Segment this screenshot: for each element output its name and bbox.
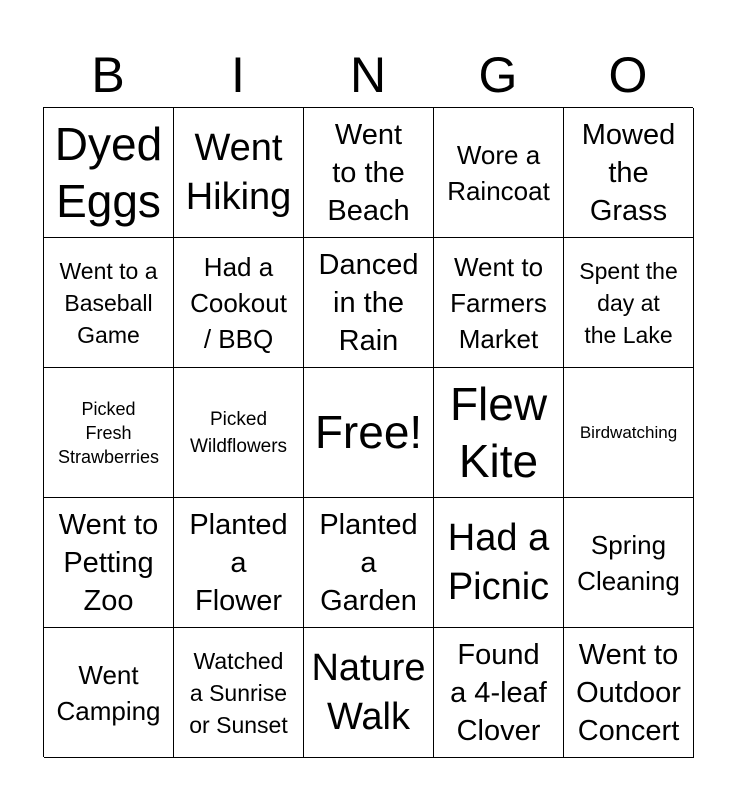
cell-label: Picked Wildflowers xyxy=(189,408,288,457)
bingo-board xyxy=(43,107,693,757)
cell-label: Planted a Flower xyxy=(189,508,288,617)
cell-label: Found a 4-leaf Clover xyxy=(450,638,547,747)
cell-label: Went to a Baseball Game xyxy=(59,257,158,348)
header-letter-i: I xyxy=(231,47,245,103)
bingo-cell[interactable] xyxy=(434,628,564,758)
bingo-header xyxy=(43,44,693,106)
bingo-cell[interactable] xyxy=(564,238,694,368)
bingo-cell[interactable] xyxy=(564,628,694,758)
bingo-cell[interactable] xyxy=(174,498,304,628)
free-space-label: Free! xyxy=(314,406,423,458)
cell-label: Went to the Beach xyxy=(327,118,410,227)
cell-label: Had a Picnic xyxy=(447,516,550,608)
cell-label: Went to Petting Zoo xyxy=(58,508,159,617)
bingo-cell[interactable] xyxy=(44,108,174,238)
bingo-cell[interactable] xyxy=(174,628,304,758)
bingo-cell[interactable] xyxy=(174,368,304,498)
bingo-cell[interactable] xyxy=(564,108,694,238)
bingo-cell[interactable] xyxy=(174,238,304,368)
cell-label: Birdwatching xyxy=(579,422,678,442)
cell-label: Mowed the Grass xyxy=(581,118,676,227)
cell-label: Went to Farmers Market xyxy=(450,251,547,354)
cell-label: Dyed Eggs xyxy=(54,117,163,227)
header-letter-g: G xyxy=(478,47,518,103)
bingo-cell[interactable] xyxy=(434,368,564,498)
bingo-cell[interactable] xyxy=(304,238,434,368)
bingo-cell[interactable] xyxy=(44,628,174,758)
cell-label: Spent the day at the Lake xyxy=(579,257,678,348)
bingo-cell[interactable] xyxy=(44,368,174,498)
bingo-cell[interactable] xyxy=(434,498,564,628)
header-letter-o: O xyxy=(608,47,648,103)
bingo-cell[interactable] xyxy=(304,628,434,758)
bingo-cell[interactable] xyxy=(44,238,174,368)
cell-label: Danced in the Rain xyxy=(318,248,419,357)
bingo-cell[interactable] xyxy=(44,498,174,628)
bingo-cell[interactable] xyxy=(434,108,564,238)
bingo-cell[interactable] xyxy=(564,498,694,628)
cell-label: Went Hiking xyxy=(185,126,292,218)
cell-label: Spring Cleaning xyxy=(577,529,680,596)
cell-label: Nature Walk xyxy=(311,646,426,738)
header-letter-n: N xyxy=(349,47,387,103)
free-space-cell[interactable] xyxy=(304,368,434,498)
bingo-cell[interactable] xyxy=(174,108,304,238)
bingo-cell[interactable] xyxy=(304,498,434,628)
cell-label: Flew Kite xyxy=(449,377,548,487)
cell-label: Watched a Sunrise or Sunset xyxy=(189,647,288,738)
cell-label: Went Camping xyxy=(56,659,161,726)
bingo-cell[interactable] xyxy=(304,108,434,238)
cell-label: Wore a Raincoat xyxy=(447,139,550,206)
bingo-cell[interactable] xyxy=(434,238,564,368)
bingo-cell[interactable] xyxy=(564,368,694,498)
cell-label: Planted a Garden xyxy=(319,508,418,617)
cell-label: Went to Outdoor Concert xyxy=(576,638,681,747)
cell-label: Picked Fresh Strawberries xyxy=(57,398,160,467)
cell-label: Had a Cookout / BBQ xyxy=(190,251,287,354)
header-letter-b: B xyxy=(91,47,125,103)
